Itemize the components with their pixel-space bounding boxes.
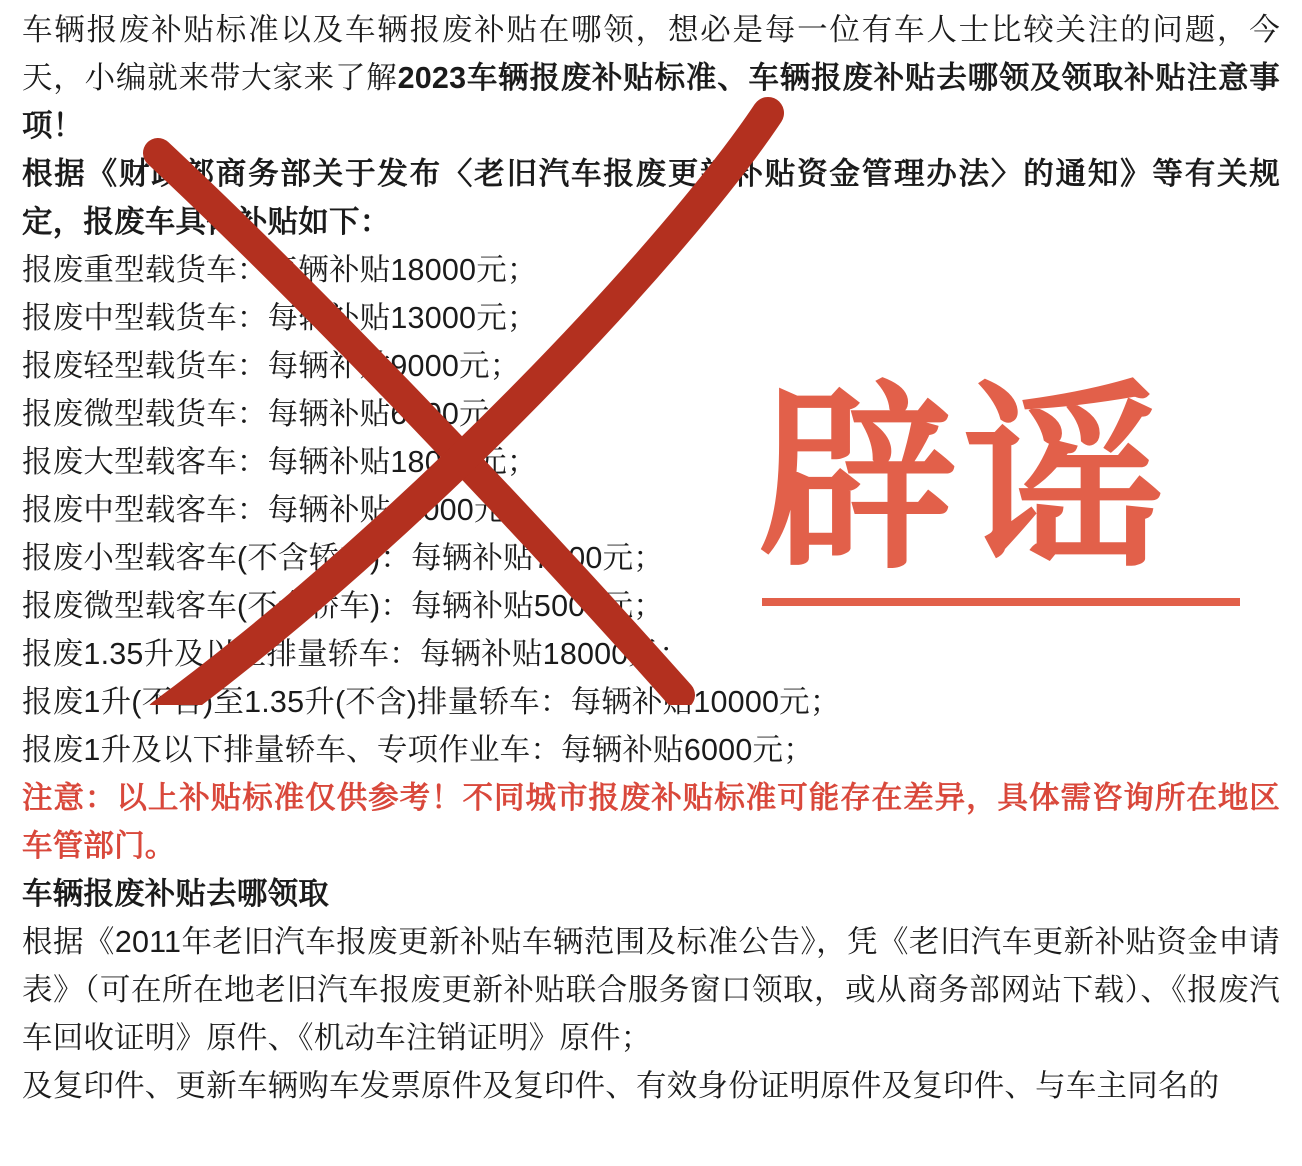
list-item: 报废小型载客车(不含轿车)：每辆补贴7000元； xyxy=(22,541,664,575)
list-item: 报废1.35升及以上排量轿车：每辆补贴18000元； xyxy=(22,637,690,671)
rumor-refuted-stamp-text: 辟谣 xyxy=(758,364,1171,597)
list-item: 报废中型载货车：每辆补贴13000元； xyxy=(22,301,538,335)
list-item: 报废大型载客车：每辆补贴18000元； xyxy=(22,445,538,479)
policy-heading: 根据《财政部商务部关于发布〈老旧汽车报废更新补贴资金管理办法〉的通知》等有关规定，报废车具体补贴如下： xyxy=(22,157,1280,239)
list-item: 报废1升及以下排量轿车、专项作业车：每辆补贴6000元； xyxy=(22,733,814,767)
notice-paragraph: 注意：以上补贴标准仅供参考！不同城市报废补贴标准可能存在差异，具体需咨询所在地区车管部门。 xyxy=(22,781,1280,863)
list-item: 报废1升(不含)至1.35升(不含)排量轿车：每辆补贴10000元； xyxy=(22,685,841,719)
bottom-fade xyxy=(0,1140,1302,1166)
list-item: 报废中型载客车：每辆补贴11000元； xyxy=(22,493,536,527)
list-item: 报废微型载客车(不含轿车)：每辆补贴5000元； xyxy=(22,589,664,623)
intro-text-part1: 车辆报废补贴标准以及车辆报废补贴在哪领，想必是每一位有车人士比较关注的问题，今天，小编就来带大家来了解 xyxy=(22,13,1280,95)
list-item: 报废重型载货车：每辆补贴18000元； xyxy=(22,253,538,287)
section-paragraph-continued: 及复印件、更新车辆购车发票原件及复印件、有效身份证明原件及复印件、与车主同名的 xyxy=(22,1069,1220,1103)
section-heading: 车辆报废补贴去哪领取 xyxy=(22,877,329,911)
list-item: 报废微型载货车：每辆补贴6000元； xyxy=(22,397,521,431)
list-item: 报废轻型载货车：每辆补贴9000元； xyxy=(22,349,521,383)
intro-text-bold: 2023车辆报废补贴标准、车辆报废补贴去哪领及领取补贴注意事项！ xyxy=(22,61,1280,143)
intro-paragraph xyxy=(22,6,1280,150)
section-paragraph: 根据《2011年老旧汽车报废更新补贴车辆范围及标准公告》，凭《老旧汽车更新补贴资金申请表》（可在所在地老旧汽车报废更新补贴联合服务窗口领取，或从商务部网站下载）、《报废汽车回收证明》原件、《机动车注销证明》原件； xyxy=(22,925,1280,1055)
